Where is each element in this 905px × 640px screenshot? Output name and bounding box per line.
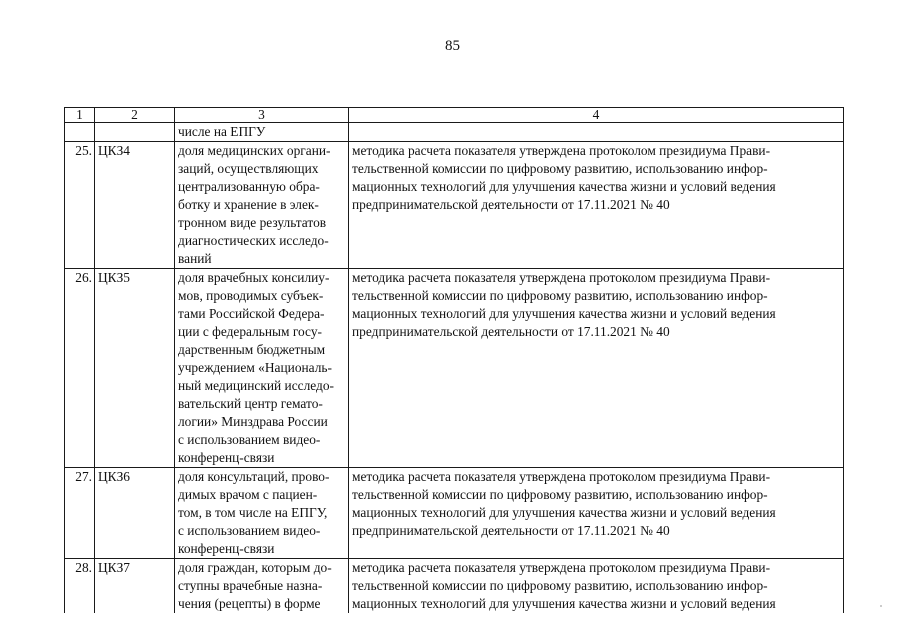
row-number: 27. [65,468,95,559]
indicator-line: чения (рецепты) в форме [178,596,321,611]
continuation-num [65,123,95,142]
indicator-line: диагностических исследо- [178,233,329,248]
indicator-line: доля медицинских органи- [178,143,331,158]
header-cell-1: 1 [65,108,95,123]
header-cell-2: 2 [95,108,175,123]
methodology [349,559,844,614]
indicator-name [175,559,349,614]
indicator-line: ции с федеральным госу- [178,324,322,339]
continuation-row [65,123,844,142]
indicator-line: ступны врачебные назна- [178,578,323,593]
indicator-line: тами Российской Федера- [178,306,325,321]
methodology-line: методика расчета показателя утверждена протоколом президиума Прави- [352,143,771,158]
indicator-code: ЦКЗ4 [95,142,175,269]
header-cell-3: 3 [175,108,349,123]
indicator-line: доля консультаций, прово- [178,469,330,484]
indicator-line: учреждением «Националь- [178,360,332,375]
indicator-line: логии» Минздрава России [178,414,328,429]
scan-mark [880,605,882,607]
continuation-method [349,123,844,142]
row-number: 25. [65,142,95,269]
methodology-line: мационных технологий для улучшения качества жизни и условий ведения [352,179,776,194]
methodology-line: предпринимательской деятельности от 17.11.2021 № 40 [352,324,670,339]
table-row [65,468,844,559]
methodology-line: мационных технологий для улучшения качества жизни и условий ведения [352,306,776,321]
indicator-line: ваний [178,251,212,266]
methodology-line: методика расчета показателя утверждена протоколом президиума Прави- [352,270,771,285]
row-number: 28. [65,559,95,614]
indicator-line: доля врачебных консилиу- [178,270,330,285]
indicator-line: конференц-связи [178,541,275,556]
indicator-line: вательский центр гемато- [178,396,323,411]
methodology-line: методика расчета показателя утверждена протоколом президиума Прави- [352,469,771,484]
methodology-line: мационных технологий для улучшения качества жизни и условий ведения [352,505,776,520]
indicator-line: мов, проводимых субъек- [178,288,324,303]
indicator-line: с использованием видео- [178,523,321,538]
table-row [65,142,844,269]
continuation-indicator [175,123,349,142]
table-row [65,559,844,614]
header-cell-4: 4 [349,108,844,123]
indicator-name [175,269,349,468]
methodology [349,269,844,468]
indicator-code: ЦКЗ6 [95,468,175,559]
continuation-line: числе на ЕПГУ [178,124,266,139]
indicator-line: том, в том числе на ЕПГУ, [178,505,328,520]
header-row [65,108,844,123]
indicator-line: ный медицинский исследо- [178,378,334,393]
indicator-line: доля граждан, которым до- [178,560,332,575]
indicator-name [175,142,349,269]
indicator-line: дарственным бюджетным [178,342,326,357]
table-row [65,269,844,468]
indicator-line: с использованием видео- [178,432,321,447]
indicator-name [175,468,349,559]
methodology [349,142,844,269]
continuation-code [95,123,175,142]
indicator-line: димых врачом с пациен- [178,487,318,502]
methodology [349,468,844,559]
methodology-line: мационных технологий для улучшения качества жизни и условий ведения [352,596,776,611]
indicator-line: заций, осуществляющих [178,161,319,176]
methodology-line: предпринимательской деятельности от 17.11.2021 № 40 [352,523,670,538]
methodology-line: тельственной комиссии по цифровому развитию, использованию инфор- [352,487,768,502]
indicators-table [64,107,844,613]
methodology-line: тельственной комиссии по цифровому развитию, использованию инфор- [352,578,768,593]
methodology-line: тельственной комиссии по цифровому развитию, использованию инфор- [352,288,768,303]
methodology-line: тельственной комиссии по цифровому развитию, использованию инфор- [352,161,768,176]
indicator-line: тронном виде результатов [178,215,327,230]
indicator-line: ботку и хранение в элек- [178,197,319,212]
page-number: 85 [445,38,460,54]
indicator-code: ЦКЗ5 [95,269,175,468]
indicator-code: ЦКЗ7 [95,559,175,614]
methodology-line: предпринимательской деятельности от 17.11.2021 № 40 [352,197,670,212]
indicator-line: централизованную обра- [178,179,320,194]
indicator-line: конференц-связи [178,450,275,465]
methodology-line: методика расчета показателя утверждена протоколом президиума Прави- [352,560,771,575]
row-number: 26. [65,269,95,468]
